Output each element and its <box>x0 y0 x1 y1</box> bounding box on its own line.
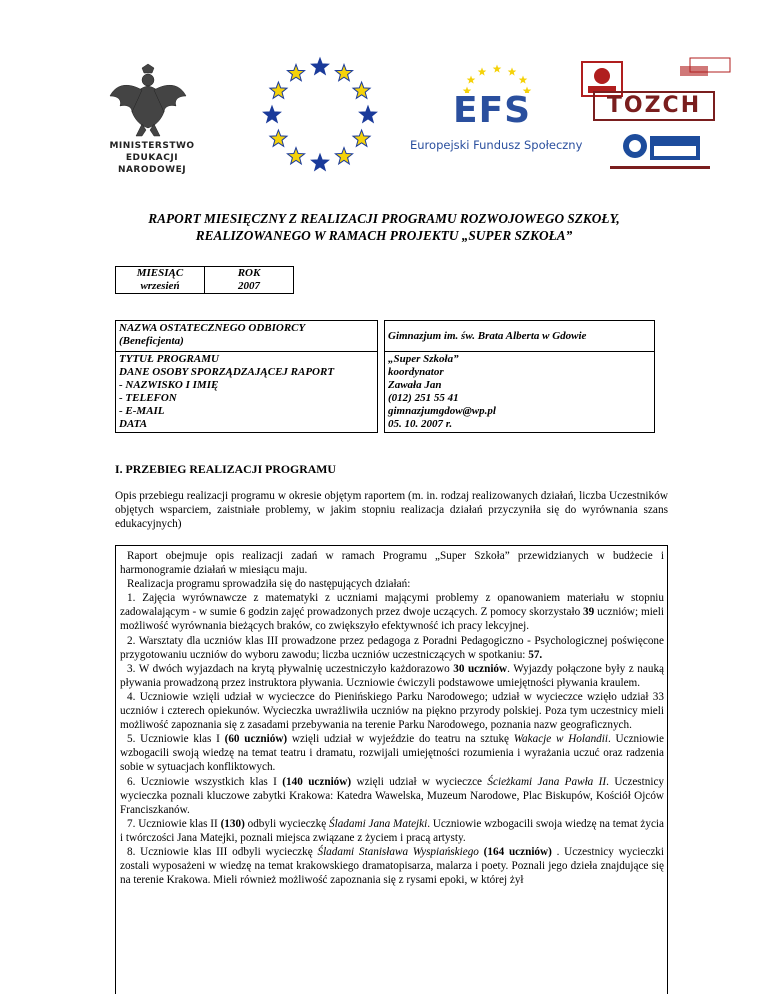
value-program: „Super Szkoła” <box>388 353 459 365</box>
details-label-cell <box>116 352 378 433</box>
label-name-2: (Beneficjenta) <box>119 335 184 347</box>
report-item-2 <box>120 634 664 662</box>
value-surname: Zawała Jan <box>388 379 442 391</box>
text: wzięli udział w wycieczce <box>351 775 488 788</box>
report-paragraph: Realizacja programu sprowadziła się do następujących działań: <box>127 578 411 591</box>
eu-flag-icon <box>255 45 385 185</box>
text: 6. Uczniowie wszystkich klas I <box>127 775 283 788</box>
value-phone: (012) 251 55 41 <box>388 392 459 404</box>
label-program: TYTUŁ PROGRAMU <box>119 353 219 365</box>
text: wzięli udział w wyjeździe do teatru na sztukę <box>287 733 514 746</box>
star-icon <box>335 64 352 80</box>
month-label: MIESIĄC <box>136 267 184 279</box>
value-email: gimnazjumgdow@wp.pl <box>388 405 496 417</box>
year-label: ROK <box>237 267 261 279</box>
ministry-line-2: NARODOWEJ <box>117 165 187 175</box>
text: 2. Warsztaty dla uczniów klas III prowadzone przez pedagoga z Poradni Pedagogiczno - Psychologicznej poświęcone przygotowaniu uczniów do wyboru zawodu; liczba uczniów uczestniczących w spotkaniu: <box>120 634 664 661</box>
count: (60 uczniów) <box>224 733 288 746</box>
report-item-3 <box>120 662 664 690</box>
text: 1. Zajęcia wyrównawcze z matematyki z uczniami mającymi problemy z opanowaniem materiału w stopniu zadowalającym - w sumie 6 godzin zajęć prowadzonych przez dwoje uczących. Z pomocy skorzystało <box>120 592 664 619</box>
value-date: 05. 10. 2007 r. <box>388 418 453 430</box>
efs-logo <box>410 58 583 158</box>
star-icon <box>519 76 528 84</box>
report-item-8 <box>120 845 664 887</box>
report-item-1 <box>120 591 664 633</box>
text: odbyli wycieczkę <box>244 817 330 830</box>
count: 30 uczniów <box>453 662 508 675</box>
text: . Uczestnicy wycieczki zostali wyposażeni w wiedzę na temat krakowskiego dramatopisarza, malarza i poety. Poznali jego dzieła znajdujące się na terenie Krakowa. Mieli również możliwość zapoznania się z rysami epoki, w której żył <box>120 845 664 887</box>
year-value: 2007 <box>238 280 260 292</box>
period-cell-month <box>116 267 205 294</box>
beneficiary-table <box>115 320 655 433</box>
count: (140 uczniów) <box>282 775 352 788</box>
star-icon <box>478 67 487 75</box>
report-item-6 <box>120 775 664 817</box>
details-value-cell <box>385 352 655 433</box>
column-gap <box>378 321 385 352</box>
star-icon <box>287 64 304 80</box>
value-role: koordynator <box>388 366 444 378</box>
month-value: wrzesień <box>140 280 180 292</box>
efs-letters: EFS <box>453 90 532 131</box>
text: . Uczniowie wzbogacili swoją wiedzę na temat teatru i dramatu, rozwijali umiejętności rozumienia i wyrażania uczuć oraz radzenia sobie w sytuacjach konfliktowych. <box>120 733 665 774</box>
section-intro: Opis przebiegu realizacji programu w okresie objętym raportem (m. in. rodzaj realizowanych działań, liczba Uczestników objętych wsparciem, zaistniałe problemy, w jakim stopniu realizacja działań przyczyniła się do wyrównania szans edukacyjnych) <box>115 490 668 531</box>
column-gap <box>378 352 385 433</box>
partner-logo-text: TOZCH <box>593 91 715 121</box>
report-paragraph: Raport obejmuje opis realizacji zadań w ramach Programu „Super Szkoła” przewidzianych w budżecie i harmonogramie działań w miesiącu maju. <box>120 550 664 577</box>
star-icon <box>353 130 370 146</box>
label-phone: - TELEFON <box>119 392 177 404</box>
beneficiary-value-cell <box>385 321 655 352</box>
star-icon <box>270 130 287 146</box>
period-table <box>115 266 294 294</box>
star-icon <box>263 106 280 122</box>
page-title <box>70 210 698 244</box>
star-icon <box>359 106 376 122</box>
star-icon <box>467 76 476 84</box>
text: 3. W dwóch wyjazdach na krytą pływalnię uczestniczyło każdorazowo <box>127 662 454 675</box>
count: 57. <box>528 648 543 661</box>
report-item-7 <box>120 817 664 845</box>
label-date: DATA <box>119 418 148 430</box>
star-icon <box>335 148 352 164</box>
efs-subtitle: Europejski Fundusz Społeczny <box>410 138 583 152</box>
polish-eagle-emblem-icon <box>108 62 188 140</box>
text: . Wyjazdy połączone były z nauką pływania prowadzoną przez instruktora pływania. Uczniowie ćwiczyli podstawowe umiejętności pływania kraulem. <box>120 662 665 689</box>
star-icon <box>311 58 328 74</box>
count: (130) <box>220 817 245 830</box>
trip-title: Ścieżkami Jana Pawła II <box>487 775 607 788</box>
report-item-5 <box>120 732 664 774</box>
logo-row <box>0 0 768 200</box>
text: uczniów; mieli możliwość wyrównania bieżących braków, co zwiększyło efektywność ich pracy lekcyjnej. <box>120 606 664 633</box>
trip-title: Śladami Stanisława Wyspiańskiego <box>317 845 479 858</box>
text: 7. Uczniowie klas II <box>127 817 221 830</box>
value-name: Gimnazjum im. św. Brata Alberta w Gdowie <box>388 329 587 342</box>
report-body-box <box>115 545 668 994</box>
count: 164 uczniów) <box>487 845 552 858</box>
ministry-logo-text <box>82 140 222 176</box>
report-item-4: 4. Uczniowie wzięli udział w wycieczce do Pienińskiego Parku Narodowego; udział w wycieczce wzięło udział 33 uczniów i czterech opiekunów. Wycieczka uwrażliwiła uczniów na piękno przyrody polskiej. Poza tym uczestnicy mieli możliwość zapoznania się z zasadami przebywania na terenie Parku Narodowego, poznania nazw geograficznych. <box>120 690 664 732</box>
partner-logo-collage <box>580 56 740 176</box>
efs-stars-icon <box>462 63 532 93</box>
title-line-2: REALIZOWANEGO W RAMACH PROJEKTU „SUPER SZKOŁA” <box>195 228 573 243</box>
label-surname: - NAZWISKO I IMIĘ <box>119 379 219 391</box>
beneficiary-label-cell <box>116 321 378 352</box>
star-icon <box>508 67 517 75</box>
text: ( <box>478 845 488 858</box>
label-person: DANE OSOBY SPORZĄDZAJĄCEJ RAPORT <box>119 366 335 378</box>
section-heading: I. PRZEBIEG REALIZACJI PROGRAMU <box>115 462 336 476</box>
period-cell-year <box>205 267 294 294</box>
text: . Uczniowie wzbogacili swoja wiedzę na temat życia i twórczości Jana Matejki, poznali miejsca związane z życiem i pracą artysty. <box>120 817 664 844</box>
count: 39 <box>583 606 595 619</box>
star-icon <box>287 148 304 164</box>
label-name: NAZWA OSTATECZNEGO ODBIORCY <box>119 322 306 334</box>
star-icon <box>311 154 328 170</box>
trip-title: Śladami Jana Matejki <box>329 817 428 830</box>
star-icon <box>493 65 502 73</box>
play-title: Wakacje w Holandii <box>513 733 608 746</box>
text: 5. Uczniowie klas I <box>127 733 225 746</box>
star-icon <box>270 82 287 98</box>
text: 8. Uczniowie klas III odbyli wycieczkę <box>127 845 318 858</box>
star-icon <box>353 82 370 98</box>
text: . Uczestnicy wycieczka poznali kluczowe zabytki Krakowa: Katedra Wawelska, Muzeum Narodowe, Plac Biskupów, Kościół Ojców Franciszkanów. <box>120 775 665 816</box>
ministry-line-1: MINISTERSTWO EDUKACJI <box>109 141 195 163</box>
title-line-1: RAPORT MIESIĘCZNY Z REALIZACJI PROGRAMU ROZWOJOWEGO SZKOŁY, <box>148 211 620 226</box>
label-email: - E-MAIL <box>119 405 165 417</box>
